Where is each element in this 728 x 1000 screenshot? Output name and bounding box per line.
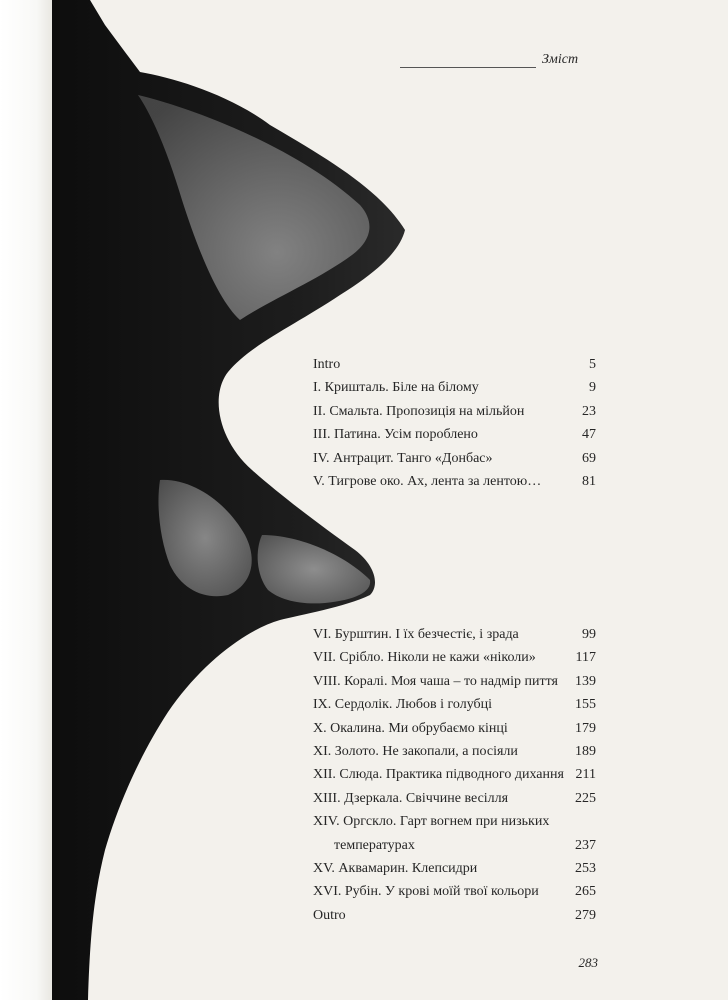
toc-entry-title: VIII. Коралі. Моя чаша – то надмір пиття <box>313 673 558 689</box>
toc-entry-page: 225 <box>575 790 596 806</box>
toc-entry-page: 237 <box>575 837 596 853</box>
toc-entry-page: 5 <box>589 356 596 372</box>
toc-entry <box>313 353 596 376</box>
toc-entry-title: V. Тигрове око. Ах, лента за лентою… <box>313 473 542 489</box>
toc-entry <box>313 693 596 716</box>
toc-entry <box>313 880 596 903</box>
toc-entry <box>313 400 596 423</box>
toc-entry-page: 9 <box>589 380 596 396</box>
toc-entry <box>313 857 596 880</box>
toc-entry <box>313 904 596 927</box>
toc-entry-page: 189 <box>575 743 596 759</box>
toc-entry-page: 117 <box>575 650 596 666</box>
toc-entry-title: VII. Срібло. Ніколи не кажи «ніколи» <box>313 650 536 666</box>
toc-entry-title: Outro <box>313 907 346 923</box>
header-title: Зміст <box>542 52 579 67</box>
toc-entry-page: 279 <box>575 907 596 923</box>
toc-entry-title: III. Патина. Усім пороблено <box>313 427 478 443</box>
toc-entry <box>313 376 596 399</box>
toc-entry-title: XI. Золото. Не закопали, а посіяли <box>313 743 518 759</box>
toc-entry <box>313 623 596 646</box>
toc-entry <box>313 717 596 740</box>
toc-entry-page: 179 <box>575 720 596 736</box>
toc-part-2 <box>313 623 596 927</box>
page-number: 283 <box>578 955 598 970</box>
toc-entry-title: VI. Бурштин. І їх безчестіє, і зрада <box>313 627 519 642</box>
toc-entry-title: II. Смальта. Пропозиція на мільйон <box>313 403 525 419</box>
header-rule <box>400 67 536 68</box>
toc-entry-title <box>313 810 549 857</box>
toc-entry <box>313 470 596 493</box>
toc-entry-title: XVI. Рубін. У крові моїй твої кольори <box>313 884 539 900</box>
toc-entry-page: 139 <box>575 673 596 689</box>
toc-entry <box>313 740 596 763</box>
toc-entry-page: 81 <box>582 473 596 489</box>
running-header <box>400 50 590 70</box>
toc-entry <box>313 423 596 446</box>
toc-entry-page: 99 <box>582 626 596 642</box>
toc-entry-title: IX. Сердолік. Любов і голубці <box>313 697 493 713</box>
toc-entry-title: Intro <box>313 357 341 372</box>
toc-entry-title: XIII. Дзеркала. Свіччине весілля <box>313 790 509 806</box>
toc-entry-title: IV. Антрацит. Танго «Донбас» <box>313 450 493 466</box>
toc-entry <box>313 763 596 786</box>
toc-entry-title: I. Кришталь. Біле на білому <box>313 380 479 396</box>
toc-part-1 <box>313 353 596 493</box>
toc-entry-title: X. Окалина. Ми обрубаємо кінці <box>313 720 508 736</box>
toc-entry-title: XV. Аквамарин. Клепсидри <box>313 860 478 876</box>
toc-entry-title-line-1: XIV. Оргскло. Гарт вогнем при низьких <box>313 814 550 830</box>
toc-entry-page: 47 <box>582 427 596 443</box>
toc-entry-page: 69 <box>582 450 596 466</box>
toc-entry <box>313 787 596 810</box>
toc-entry <box>313 646 596 669</box>
toc-entry-title: XII. Слюда. Практика підводного дихання <box>313 767 564 783</box>
toc-entry <box>313 670 596 693</box>
toc-entry-title-line-2: температурах <box>334 837 415 853</box>
toc-entry-page: 155 <box>575 697 596 713</box>
toc-entry-page: 265 <box>575 884 596 900</box>
toc-entry-page: 211 <box>575 767 596 783</box>
toc-entry-page: 23 <box>582 403 596 419</box>
toc-entry <box>313 810 596 857</box>
toc-entry <box>313 447 596 470</box>
toc-entry-page: 253 <box>575 860 596 876</box>
